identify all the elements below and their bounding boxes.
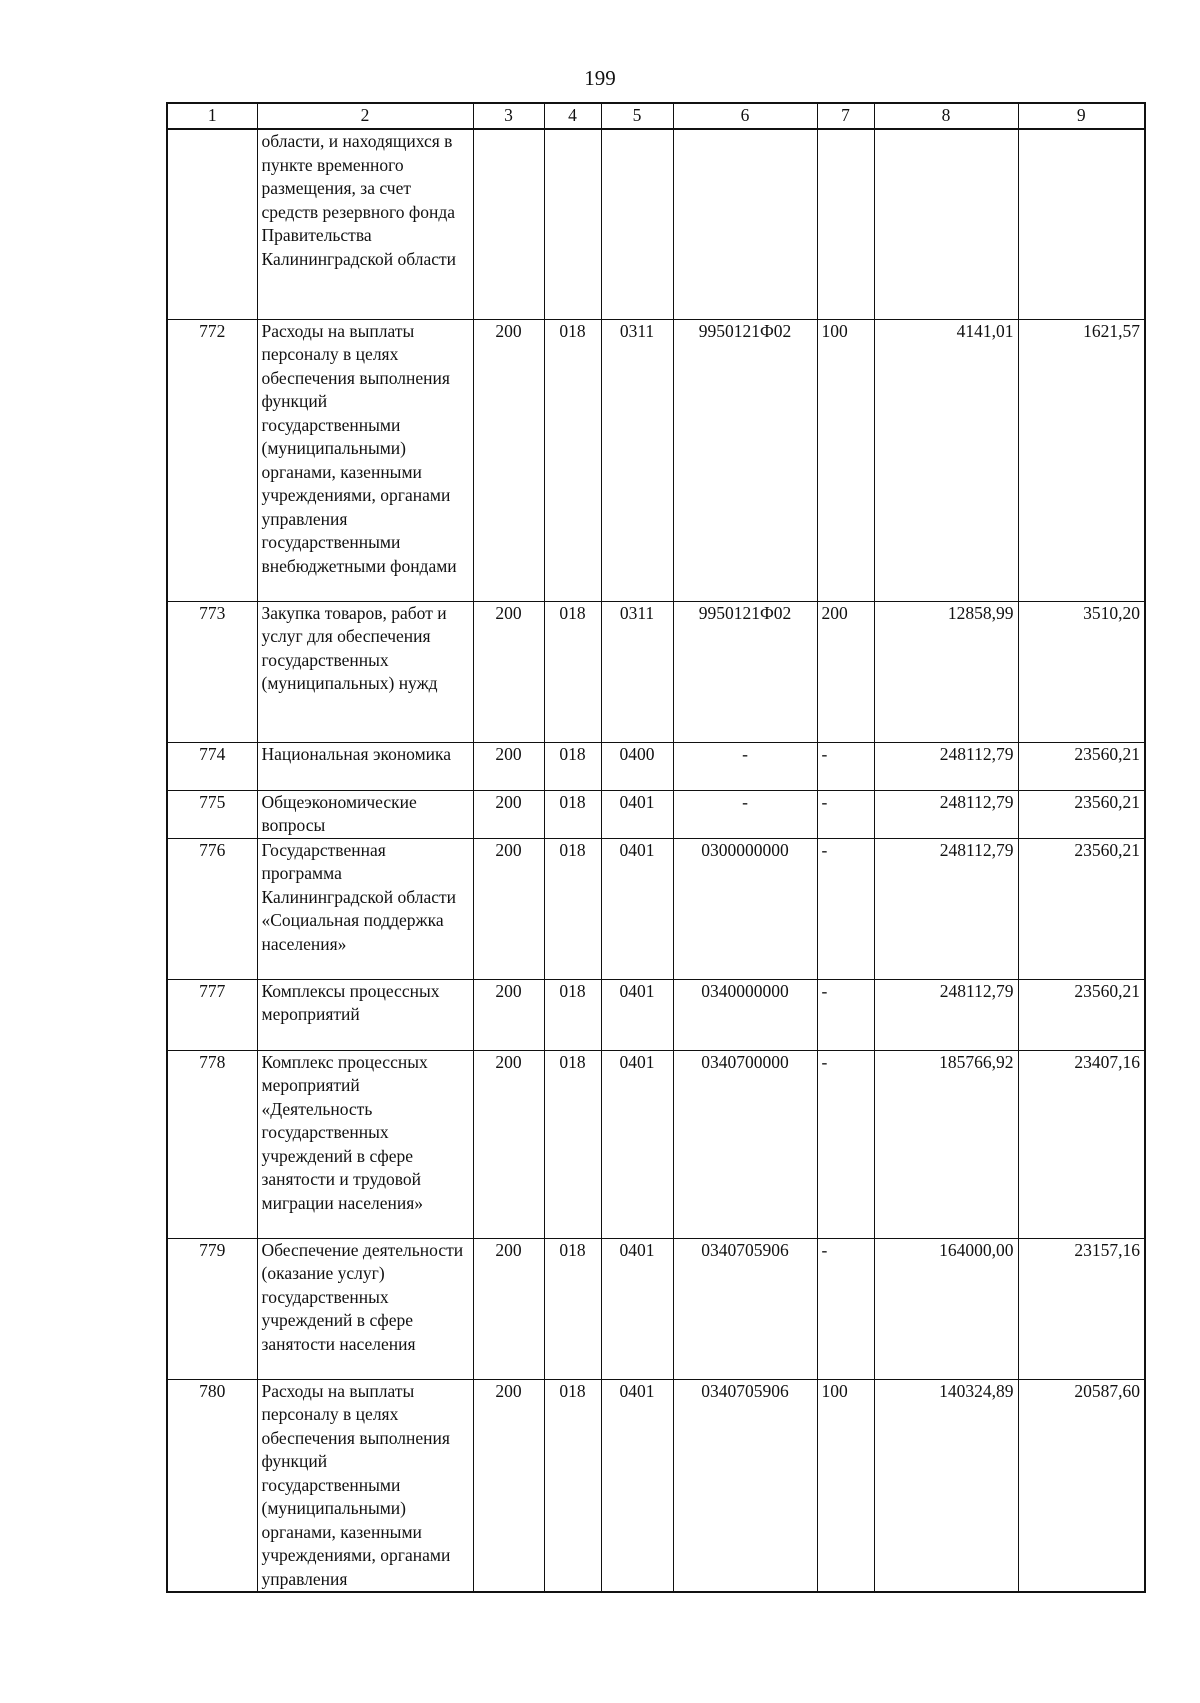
cell-col6: 9950121Ф02: [673, 601, 817, 742]
cell-col8: 140324,89: [874, 1379, 1018, 1592]
cell-col5: 0400: [601, 742, 673, 790]
cell-col4: 018: [544, 319, 601, 601]
cell-col6: 0340705906: [673, 1379, 817, 1592]
cell-col9: 23560,21: [1018, 838, 1145, 979]
cell-col6: 0340000000: [673, 979, 817, 1050]
cell-col6: -: [673, 790, 817, 838]
table-row: [167, 129, 1145, 319]
column-header: 4: [544, 103, 601, 129]
cell-col8: [874, 129, 1018, 319]
cell-col9: 1621,57: [1018, 319, 1145, 601]
row-name: Государственная программа Калининградской области «Социальная поддержка населения»: [257, 838, 473, 979]
cell-col7: -: [817, 979, 874, 1050]
column-header: 6: [673, 103, 817, 129]
budget-table: [166, 102, 1146, 1593]
table-row: [167, 1238, 1145, 1379]
column-header: 2: [257, 103, 473, 129]
cell-col7: -: [817, 838, 874, 979]
cell-col4: 018: [544, 979, 601, 1050]
row-number: 776: [167, 838, 257, 979]
cell-col4: 018: [544, 601, 601, 742]
row-name: Закупка товаров, работ и услуг для обеспечения государственных (муниципальных) нужд: [257, 601, 473, 742]
column-header: 1: [167, 103, 257, 129]
cell-col9: 20587,60: [1018, 1379, 1145, 1592]
cell-col4: 018: [544, 742, 601, 790]
table-row: [167, 1050, 1145, 1238]
cell-col3: 200: [473, 838, 544, 979]
row-number: 779: [167, 1238, 257, 1379]
cell-col3: 200: [473, 601, 544, 742]
cell-col7: [817, 129, 874, 319]
cell-col3: 200: [473, 1050, 544, 1238]
cell-col9: 23407,16: [1018, 1050, 1145, 1238]
cell-col8: 164000,00: [874, 1238, 1018, 1379]
cell-col5: 0401: [601, 1050, 673, 1238]
cell-col3: 200: [473, 1379, 544, 1592]
row-name: Общеэкономические вопросы: [257, 790, 473, 838]
cell-col8: 12858,99: [874, 601, 1018, 742]
cell-col3: 200: [473, 742, 544, 790]
row-name: области, и находящихся в пункте временного размещения, за счет средств резервного фонда Правительства Калининградской области: [257, 129, 473, 319]
row-number: 772: [167, 319, 257, 601]
cell-col9: 23560,21: [1018, 979, 1145, 1050]
cell-col7: 200: [817, 601, 874, 742]
cell-col3: 200: [473, 979, 544, 1050]
cell-col8: 248112,79: [874, 838, 1018, 979]
cell-col9: 23560,21: [1018, 742, 1145, 790]
row-name: Расходы на выплаты персоналу в целях обеспечения выполнения функций государственными (муниципальными) органами, казенными учреждениями, органами управления государственными внебюджетными фондами: [257, 319, 473, 601]
cell-col7: -: [817, 742, 874, 790]
column-header: 3: [473, 103, 544, 129]
cell-col4: 018: [544, 1238, 601, 1379]
cell-col6: 0340705906: [673, 1238, 817, 1379]
cell-col3: 200: [473, 1238, 544, 1379]
cell-col8: 185766,92: [874, 1050, 1018, 1238]
cell-col5: 0401: [601, 1238, 673, 1379]
cell-col4: 018: [544, 790, 601, 838]
row-number: 773: [167, 601, 257, 742]
cell-col9: 23157,16: [1018, 1238, 1145, 1379]
cell-col7: -: [817, 1050, 874, 1238]
cell-col5: 0401: [601, 979, 673, 1050]
row-name: Обеспечение деятельности (оказание услуг) государственных учреждений в сфере занятости населения: [257, 1238, 473, 1379]
cell-col7: 100: [817, 1379, 874, 1592]
table-row: [167, 979, 1145, 1050]
cell-col4: 018: [544, 838, 601, 979]
cell-col9: 23560,21: [1018, 790, 1145, 838]
cell-col5: 0311: [601, 319, 673, 601]
cell-col7: -: [817, 1238, 874, 1379]
table-row: [167, 790, 1145, 838]
cell-col5: 0401: [601, 838, 673, 979]
row-number: 780: [167, 1379, 257, 1592]
header-row: [167, 103, 1145, 129]
cell-col8: 248112,79: [874, 742, 1018, 790]
column-header: 8: [874, 103, 1018, 129]
row-number: 775: [167, 790, 257, 838]
row-number: 778: [167, 1050, 257, 1238]
cell-col5: 0401: [601, 790, 673, 838]
cell-col5: 0311: [601, 601, 673, 742]
cell-col8: 4141,01: [874, 319, 1018, 601]
cell-col3: 200: [473, 319, 544, 601]
cell-col6: 0340700000: [673, 1050, 817, 1238]
row-number: [167, 129, 257, 319]
cell-col6: 9950121Ф02: [673, 319, 817, 601]
table-row: [167, 601, 1145, 742]
table-row: [167, 838, 1145, 979]
cell-col4: 018: [544, 1379, 601, 1592]
table-row: [167, 319, 1145, 601]
cell-col4: 018: [544, 1050, 601, 1238]
cell-col5: 0401: [601, 1379, 673, 1592]
row-name: Национальная экономика: [257, 742, 473, 790]
row-name: Комплексы процессных мероприятий: [257, 979, 473, 1050]
cell-col8: 248112,79: [874, 790, 1018, 838]
column-header: 9: [1018, 103, 1145, 129]
table-row: [167, 742, 1145, 790]
cell-col3: 200: [473, 790, 544, 838]
page-number: 199: [584, 66, 616, 90]
cell-col6: 0300000000: [673, 838, 817, 979]
cell-col9: 3510,20: [1018, 601, 1145, 742]
row-number: 777: [167, 979, 257, 1050]
cell-col6: [673, 129, 817, 319]
cell-col9: [1018, 129, 1145, 319]
cell-col5: [601, 129, 673, 319]
row-name: Комплекс процессных мероприятий «Деятельность государственных учреждений в сфере занятости и трудовой миграции населения»: [257, 1050, 473, 1238]
row-name: Расходы на выплаты персоналу в целях обеспечения выполнения функций государственными (муниципальными) органами, казенными учреждениями, органами управления: [257, 1379, 473, 1592]
column-header: 5: [601, 103, 673, 129]
column-header: 7: [817, 103, 874, 129]
cell-col6: -: [673, 742, 817, 790]
cell-col4: [544, 129, 601, 319]
row-number: 774: [167, 742, 257, 790]
table-row: [167, 1379, 1145, 1592]
cell-col3: [473, 129, 544, 319]
cell-col7: -: [817, 790, 874, 838]
cell-col7: 100: [817, 319, 874, 601]
cell-col8: 248112,79: [874, 979, 1018, 1050]
